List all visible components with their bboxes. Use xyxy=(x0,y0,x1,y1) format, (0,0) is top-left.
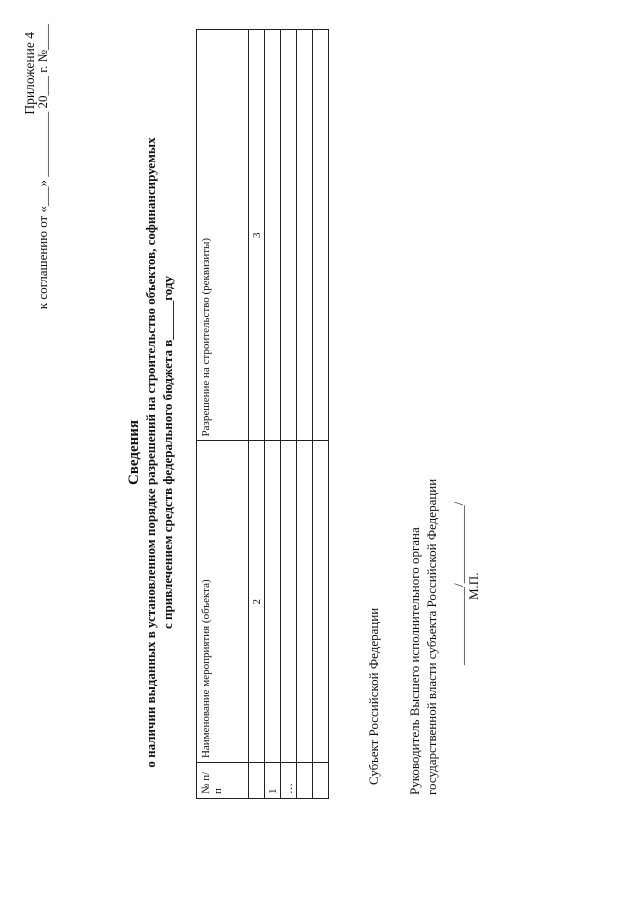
table-cell xyxy=(265,441,281,763)
permits-table xyxy=(196,29,329,799)
header-number: № п/п xyxy=(197,763,249,799)
table-cell xyxy=(281,30,297,441)
table-cell xyxy=(297,30,313,441)
document-subtitle-line-2: с привлечением средств федерального бюджета в______году xyxy=(160,275,175,630)
table-cell xyxy=(313,763,329,799)
agreement-reference: к соглашению от «___» __________ 20___ г. №____ xyxy=(35,24,50,310)
subject-label: Субъект Российской Федерации xyxy=(366,607,381,785)
table-cell xyxy=(313,30,329,441)
header-permit: Разрешение на строительство (реквизиты) xyxy=(197,30,249,441)
appendix-title: Приложение 4 xyxy=(22,32,37,115)
table-cell xyxy=(297,441,313,763)
table-cell: 2 xyxy=(249,441,265,763)
document-title: Сведения xyxy=(126,419,142,486)
table-cell xyxy=(265,30,281,441)
table-cell: 1 xyxy=(265,763,281,799)
document-subtitle-line-1: о наличии выданных в установленном порядке разрешений на строительство объектов, софинансируемых xyxy=(143,137,158,768)
table-header-row xyxy=(197,30,249,799)
signature-line: ____________/____________/ xyxy=(451,501,466,665)
table-cell: … xyxy=(281,763,297,799)
head-title-line-1: Руководитель Высшего исполнительного органа xyxy=(407,527,422,795)
table-cell xyxy=(281,441,297,763)
table-cell xyxy=(313,441,329,763)
table-row xyxy=(281,30,297,799)
table-cell xyxy=(249,763,265,799)
table-row xyxy=(313,30,329,799)
table-row xyxy=(297,30,313,799)
table-cell xyxy=(297,763,313,799)
head-title-line-2: государственной власти субъекта Российской Федерации xyxy=(424,478,439,795)
table-numbering-row xyxy=(249,30,265,799)
header-object-name: Наименование мероприятия (объекта) xyxy=(197,441,249,763)
table-row xyxy=(265,30,281,799)
table-cell: 3 xyxy=(249,30,265,441)
stamp-label: М.П. xyxy=(466,572,481,600)
